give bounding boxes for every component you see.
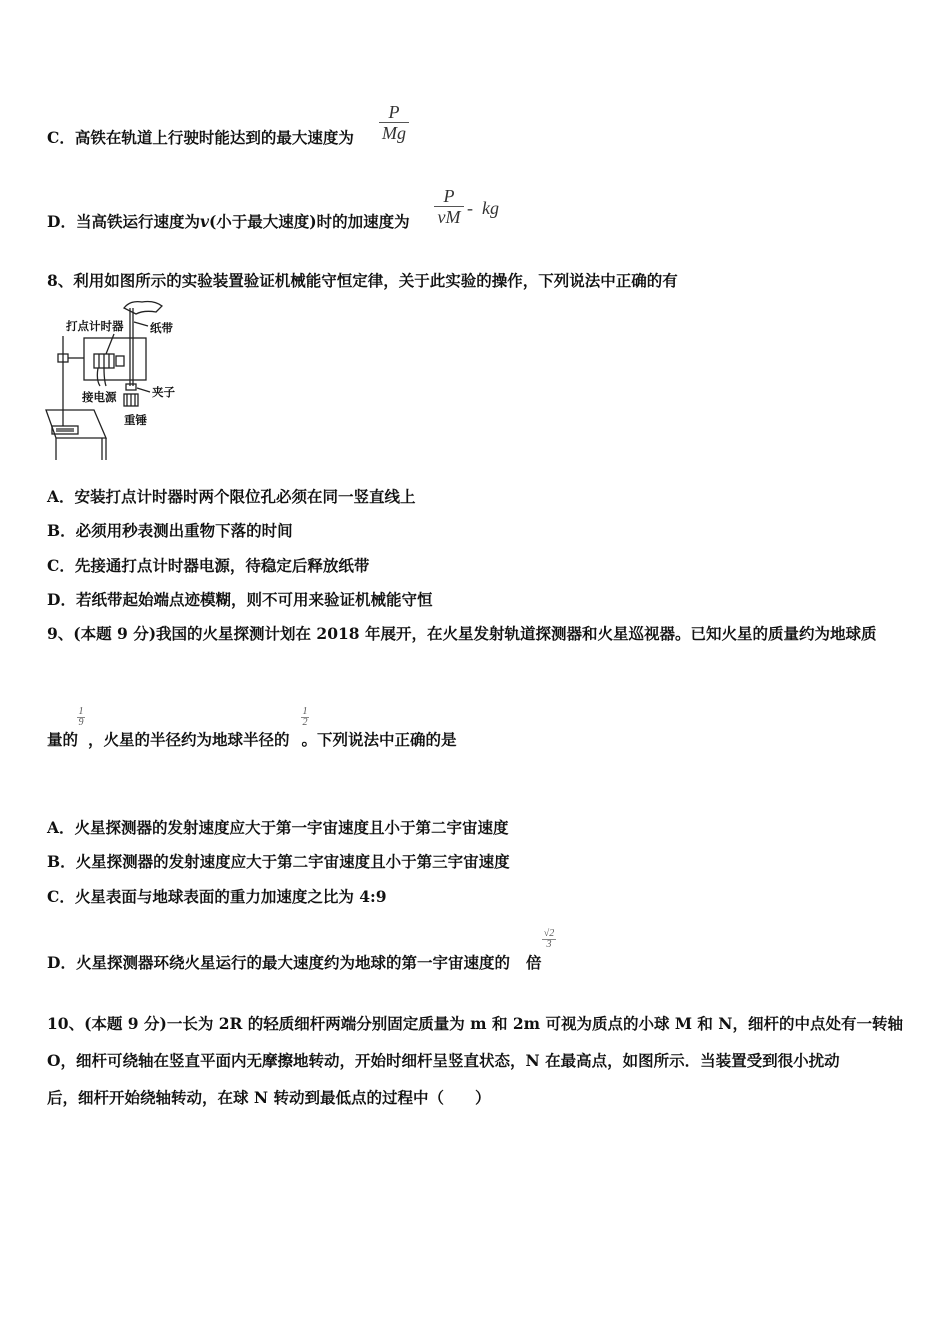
q10-stem-line2: O，细杆可绕轴在竖直平面内无摩擦地转动，开始时细杆呈竖直状态，N 在最高点，如图所示．当装置受到很小扰动 xyxy=(47,1051,840,1070)
q7-option-d-text-a: D．当高铁运行速度为 xyxy=(47,212,200,231)
q9-stem-line1: 9、(本题 9 分)我国的火星探测计划在 2018 年展开，在火星发射轨道探测器和火星巡视器。已知火星的质量约为地球质 xyxy=(47,624,877,643)
q7-option-d-minus: - xyxy=(467,198,473,218)
q8-option-a: A．安装打点计时器时两个限位孔必须在同一竖直线上 xyxy=(47,487,416,506)
q9-frac2-numerator: 1 xyxy=(302,706,308,717)
q10-stem-line3: 后，细杆开始绕轴转动，在球 N 转动到最低点的过程中（ ） xyxy=(47,1088,491,1107)
q9-option-d-text: D．火星探测器环绕火星运行的最大速度约为地球的第一宇宙速度的 xyxy=(47,953,510,972)
q9-stem-line2-a: 量的 xyxy=(47,730,79,749)
q7-option-c-fraction xyxy=(379,102,409,143)
q8-option-b: B．必须用秒表测出重物下落的时间 xyxy=(47,521,293,540)
q7-option-d-fraction xyxy=(434,186,464,227)
q9-option-d-tail: 倍 xyxy=(525,953,542,972)
q9-fraction-mass xyxy=(77,707,85,728)
q7-option-c-text: C．高铁在轨道上行驶时能达到的最大速度为 xyxy=(47,128,354,147)
label-power: 接电源 xyxy=(82,390,117,404)
q7-option-d-tail: kg xyxy=(482,198,499,218)
q8-stem: 8、利用如图所示的实验装置验证机械能守恒定律，关于此实验的操作，下列说法中正确的有 xyxy=(47,271,678,290)
q7-c-denominator: Mg xyxy=(382,123,406,143)
q7-option-d-var: v xyxy=(199,212,209,231)
q9-option-b: B．火星探测器的发射速度应大于第二宇宙速度且小于第三宇宙速度 xyxy=(47,852,510,871)
leader-line xyxy=(137,388,150,392)
q7-option-d xyxy=(47,212,410,232)
base-hatch xyxy=(56,428,74,432)
q9-fraction-radius xyxy=(301,707,309,728)
q10-stem-line1: 10、(本题 9 分)一长为 2R 的轻质细杆两端分别固定质量为 m 和 2m 可视为质点的小球 M 和 N，细杆的中点处有一转轴 xyxy=(47,1014,903,1033)
label-timer: 打点计时器 xyxy=(66,319,124,333)
q9-option-c: C．火星表面与地球表面的重力加速度之比为 4:9 xyxy=(47,887,387,906)
power-wire xyxy=(97,368,100,386)
timer-board xyxy=(84,338,146,380)
label-weight: 重锤 xyxy=(124,413,147,427)
q7-d-numerator: P xyxy=(443,186,455,206)
leader-line xyxy=(134,322,148,326)
q8-option-d: D．若纸带起始端点迹模糊，则不可用来验证机械能守恒 xyxy=(47,590,433,609)
clip xyxy=(126,384,136,390)
leader-line xyxy=(106,334,114,354)
q9-option-d-fraction xyxy=(542,929,556,950)
q9-frac1-numerator: 1 xyxy=(78,706,84,717)
q7-d-denominator: vM xyxy=(437,207,461,227)
q9-d-numerator: √2 xyxy=(543,928,555,939)
q9-option-d xyxy=(47,953,541,973)
q9-stem-line2-c: 。下列说法中正确的是 xyxy=(301,730,457,749)
q7-c-numerator: P xyxy=(388,102,400,122)
q7-option-d-text-b: (小于最大速度)时的加速度为 xyxy=(208,212,410,231)
q9-option-a: A．火星探测器的发射速度应大于第一宇宙速度且小于第二宇宙速度 xyxy=(47,818,509,837)
q7-option-c xyxy=(47,128,354,148)
label-clip: 夹子 xyxy=(152,385,175,399)
label-tape: 纸带 xyxy=(150,321,173,335)
q9-d-denominator: 3 xyxy=(546,939,552,950)
q9-stem-line2 xyxy=(47,730,457,750)
q8-apparatus-figure xyxy=(44,298,184,464)
q9-frac2-denominator: 2 xyxy=(302,717,308,728)
power-wire xyxy=(104,368,106,386)
q9-frac1-denominator: 9 xyxy=(78,717,84,728)
q9-stem-line2-b: ，火星的半径约为地球半径的 xyxy=(88,730,290,749)
q8-option-c: C．先接通打点计时器电源，待稳定后释放纸带 xyxy=(47,556,370,575)
